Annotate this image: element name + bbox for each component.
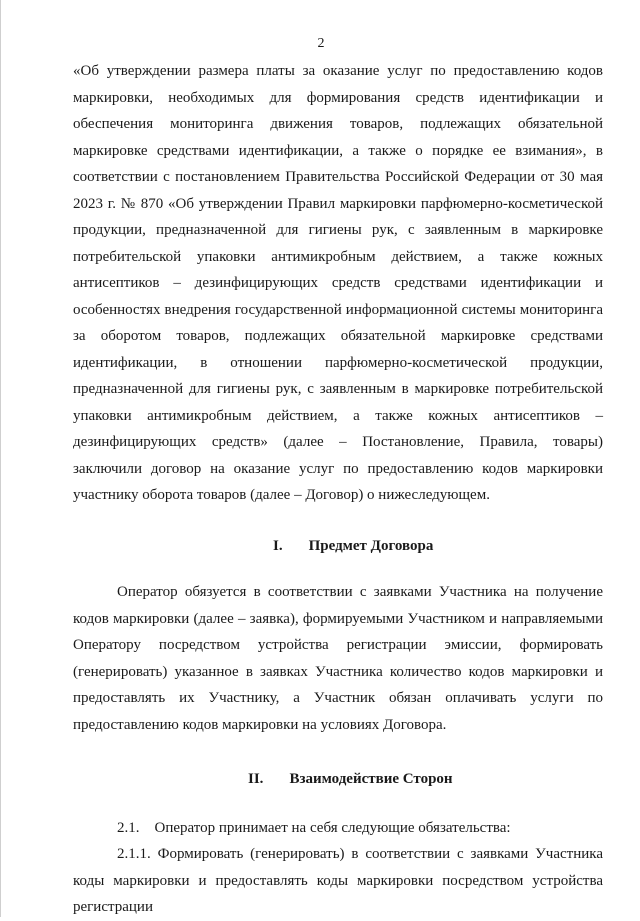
intro-paragraph: «Об утверждении размера платы за оказание услуг по предоставлению кодов маркировки, необходимых для формирования средств идентификации и обеспечения мониторинга движения товаров, подлежащих обязательной маркировке средствами идентификации, а также о порядке ее взимания», в соответствии с постановлением Правительства Российской Федерации от 30 мая 2023 г. № 870 «Об утверждении Правил маркировки парфюмерно-косметической продукции, предназначенной для гигиены рук, с заявленным в маркировке потребительской упаковки антимикробным действием, а также кожных антисептиков – дезинфицирующих средств средствами идентификации и особенностях внедрения государственной информационной системы мониторинга за оборотом товаров, подлежащих обязательной маркировке средствами идентификации, в отношении парфюмерно-косметической продукции, предназначенной для гигиены рук, с заявленным в маркировке потребительской упаковки антимикробным действием, а также кожных антисептиков – дезинфицирующих средств» (далее – Постановление, Правила, товары) заключили договор на оказание услуг по предоставлению кодов маркировки участнику оборота товаров (далее – Договор) о нижеследующем. [73, 63, 603, 503]
document-body [73, 58, 603, 921]
section-subject-paragraph: Оператор обязуется в соответствии с заявками Участника на получение кодов маркировки (далее – заявка), формируемыми Участником и направляемыми Оператору посредством устройства регистрации эмиссии, формировать (генерировать) указанное в заявках Участника количество кодов маркировки и предоставлять их Участнику, а Участник обязан оплачивать услуги по предоставлению кодов маркировки на условиях Договора. [73, 584, 603, 733]
section-title: Предмет Договора [308, 537, 434, 554]
section-number: I. [273, 537, 283, 554]
section-heading-interaction [73, 766, 603, 793]
section-number: II. [248, 771, 264, 787]
clause-2-1-1: 2.1.1. Формировать (генерировать) в соответствии с заявками Участника коды маркировки и предоставлять коды маркировки посредством устройства регистрации [73, 846, 603, 915]
page-number: 2 [317, 36, 325, 51]
clause-2-1: 2.1. Оператор принимает на себя следующие обязательства: [117, 819, 511, 836]
section-heading-subject [73, 533, 603, 560]
section-title: Взаимодействие Сторон [289, 771, 453, 787]
